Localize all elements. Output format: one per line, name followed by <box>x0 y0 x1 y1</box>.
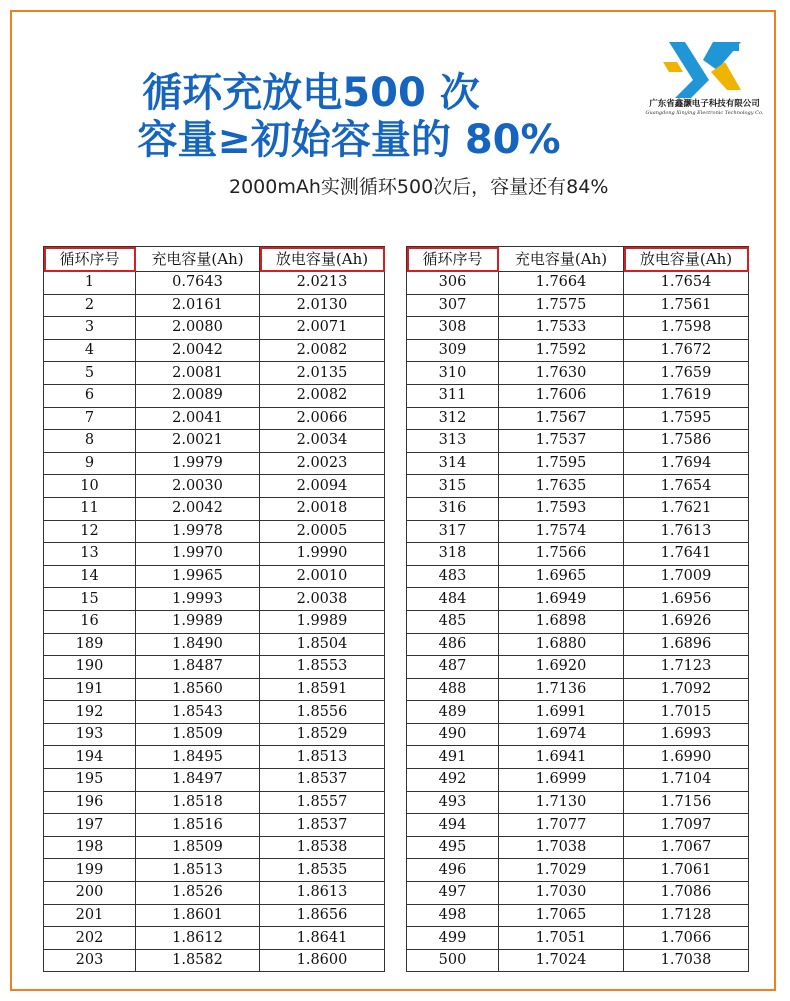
discharge-capacity-cell: 1.7015 <box>624 701 749 724</box>
table-row <box>44 904 385 927</box>
charge-capacity-cell: 1.9978 <box>136 520 260 543</box>
header-discharge-capacity: 放电容量(Ah) <box>624 247 749 272</box>
cycle-number-cell: 16 <box>44 610 136 633</box>
cycle-number-cell: 483 <box>407 565 499 588</box>
table-row <box>44 656 385 679</box>
company-name: 广东省鑫灏电子科技有限公司 <box>649 99 760 109</box>
charge-capacity-cell: 1.7038 <box>499 836 624 859</box>
discharge-capacity-cell: 1.8556 <box>260 701 385 724</box>
cycle-number-cell: 485 <box>407 610 499 633</box>
charge-capacity-cell: 1.7593 <box>499 497 624 520</box>
charge-capacity-cell: 1.6880 <box>499 633 624 656</box>
discharge-capacity-cell: 1.7097 <box>624 814 749 837</box>
discharge-capacity-cell: 1.6990 <box>624 746 749 769</box>
discharge-capacity-cell: 1.7619 <box>624 384 749 407</box>
charge-capacity-cell: 1.7595 <box>499 452 624 475</box>
cycle-number-cell: 202 <box>44 927 136 950</box>
discharge-capacity-cell: 1.8600 <box>260 949 385 972</box>
charge-capacity-cell: 1.8526 <box>136 882 260 905</box>
discharge-capacity-cell: 1.7613 <box>624 520 749 543</box>
table-row <box>407 723 749 746</box>
discharge-capacity-cell: 2.0010 <box>260 565 385 588</box>
header-cycle-number: 循环序号 <box>44 247 136 272</box>
discharge-capacity-cell: 1.6896 <box>624 633 749 656</box>
discharge-capacity-cell: 1.7659 <box>624 362 749 385</box>
discharge-capacity-cell: 1.8537 <box>260 814 385 837</box>
cycle-number-cell: 193 <box>44 723 136 746</box>
cycle-number-cell: 306 <box>407 272 499 295</box>
cycle-number-cell: 9 <box>44 452 136 475</box>
discharge-capacity-cell: 2.0023 <box>260 452 385 475</box>
table-header-row <box>407 247 749 272</box>
table-row <box>44 701 385 724</box>
company-name-en: Guangdong Xinying Electronic Technology Co. <box>645 110 764 116</box>
discharge-capacity-cell: 1.8537 <box>260 769 385 792</box>
discharge-capacity-cell: 1.7038 <box>624 949 749 972</box>
discharge-capacity-cell: 1.7009 <box>624 565 749 588</box>
discharge-capacity-cell: 1.7061 <box>624 859 749 882</box>
charge-capacity-cell: 1.6991 <box>499 701 624 724</box>
discharge-capacity-cell: 1.7561 <box>624 294 749 317</box>
cycle-number-cell: 10 <box>44 475 136 498</box>
table-header-row <box>44 247 385 272</box>
charge-capacity-cell: 1.7029 <box>499 859 624 882</box>
charge-capacity-cell: 2.0161 <box>136 294 260 317</box>
table-row <box>44 520 385 543</box>
cycle-number-cell: 497 <box>407 882 499 905</box>
cycle-number-cell: 486 <box>407 633 499 656</box>
table-row <box>44 836 385 859</box>
table-row <box>407 294 749 317</box>
charge-capacity-cell: 1.9989 <box>136 610 260 633</box>
charge-capacity-cell: 2.0030 <box>136 475 260 498</box>
title-line-2: 容量≥初始容量的 80% <box>137 117 561 163</box>
table-row <box>407 588 749 611</box>
table-row <box>44 882 385 905</box>
charge-capacity-cell: 2.0080 <box>136 317 260 340</box>
discharge-capacity-cell: 1.9990 <box>260 543 385 566</box>
table-row <box>407 565 749 588</box>
discharge-capacity-cell: 2.0082 <box>260 384 385 407</box>
table-row <box>407 520 749 543</box>
table-row <box>407 633 749 656</box>
cycle-number-cell: 317 <box>407 520 499 543</box>
header-charge-capacity: 充电容量(Ah) <box>136 247 260 272</box>
discharge-capacity-cell: 1.7641 <box>624 543 749 566</box>
table-row <box>44 475 385 498</box>
charge-capacity-cell: 1.7533 <box>499 317 624 340</box>
discharge-capacity-cell: 1.7672 <box>624 339 749 362</box>
cycle-number-cell: 15 <box>44 588 136 611</box>
cycle-number-cell: 191 <box>44 678 136 701</box>
charge-capacity-cell: 1.9965 <box>136 565 260 588</box>
table-row <box>407 814 749 837</box>
table-row <box>44 362 385 385</box>
cycle-number-cell: 198 <box>44 836 136 859</box>
table-row <box>44 723 385 746</box>
charge-capacity-cell: 1.8513 <box>136 859 260 882</box>
table-row <box>407 339 749 362</box>
discharge-capacity-cell: 1.6993 <box>624 723 749 746</box>
discharge-capacity-cell: 1.8553 <box>260 656 385 679</box>
cycle-number-cell: 484 <box>407 588 499 611</box>
cycle-number-cell: 11 <box>44 497 136 520</box>
cycle-number-cell: 499 <box>407 927 499 950</box>
table-row <box>44 272 385 295</box>
table-row <box>44 497 385 520</box>
cycle-number-cell: 194 <box>44 746 136 769</box>
cycle-number-cell: 494 <box>407 814 499 837</box>
discharge-capacity-cell: 1.6956 <box>624 588 749 611</box>
cycle-table-right <box>406 246 749 972</box>
cycle-number-cell: 500 <box>407 949 499 972</box>
table-row <box>407 475 749 498</box>
discharge-capacity-cell: 1.7066 <box>624 927 749 950</box>
cycle-number-cell: 200 <box>44 882 136 905</box>
charge-capacity-cell: 1.7024 <box>499 949 624 972</box>
table-row <box>407 362 749 385</box>
cycle-number-cell: 311 <box>407 384 499 407</box>
cycle-number-cell: 312 <box>407 407 499 430</box>
table-row <box>44 814 385 837</box>
charge-capacity-cell: 1.7606 <box>499 384 624 407</box>
table-row <box>407 497 749 520</box>
charge-capacity-cell: 1.7574 <box>499 520 624 543</box>
cycle-number-cell: 2 <box>44 294 136 317</box>
table-row <box>44 543 385 566</box>
discharge-capacity-cell: 2.0038 <box>260 588 385 611</box>
discharge-capacity-cell: 1.7086 <box>624 882 749 905</box>
charge-capacity-cell: 1.7575 <box>499 294 624 317</box>
table-row <box>44 430 385 453</box>
table-row <box>407 407 749 430</box>
table-row <box>44 339 385 362</box>
table-row <box>44 294 385 317</box>
discharge-capacity-cell: 1.7694 <box>624 452 749 475</box>
discharge-capacity-cell: 2.0005 <box>260 520 385 543</box>
charge-capacity-cell: 1.7635 <box>499 475 624 498</box>
charge-capacity-cell: 1.8487 <box>136 656 260 679</box>
discharge-capacity-cell: 2.0034 <box>260 430 385 453</box>
discharge-capacity-cell: 1.7654 <box>624 272 749 295</box>
charge-capacity-cell: 1.8509 <box>136 723 260 746</box>
table-row <box>44 610 385 633</box>
discharge-capacity-cell: 1.8538 <box>260 836 385 859</box>
table-row <box>44 317 385 340</box>
discharge-capacity-cell: 1.8535 <box>260 859 385 882</box>
charge-capacity-cell: 1.7030 <box>499 882 624 905</box>
table-row <box>44 791 385 814</box>
discharge-capacity-cell: 1.7595 <box>624 407 749 430</box>
charge-capacity-cell: 1.7077 <box>499 814 624 837</box>
charge-capacity-cell: 1.6898 <box>499 610 624 633</box>
discharge-capacity-cell: 1.8613 <box>260 882 385 905</box>
discharge-capacity-cell: 1.8557 <box>260 791 385 814</box>
discharge-capacity-cell: 2.0094 <box>260 475 385 498</box>
charge-capacity-cell: 1.8509 <box>136 836 260 859</box>
discharge-capacity-cell: 1.7621 <box>624 497 749 520</box>
cycle-number-cell: 314 <box>407 452 499 475</box>
charge-capacity-cell: 1.8495 <box>136 746 260 769</box>
table-row <box>44 384 385 407</box>
cycle-number-cell: 8 <box>44 430 136 453</box>
cycle-number-cell: 308 <box>407 317 499 340</box>
table-row <box>407 949 749 972</box>
table-row <box>407 430 749 453</box>
table-row <box>44 746 385 769</box>
table-row <box>407 317 749 340</box>
cycle-number-cell: 313 <box>407 430 499 453</box>
header-discharge-capacity: 放电容量(Ah) <box>260 247 385 272</box>
charge-capacity-cell: 1.8518 <box>136 791 260 814</box>
table-row <box>44 588 385 611</box>
charge-capacity-cell: 1.8601 <box>136 904 260 927</box>
cycle-number-cell: 6 <box>44 384 136 407</box>
table-row <box>407 543 749 566</box>
cycle-number-cell: 495 <box>407 836 499 859</box>
discharge-capacity-cell: 1.7092 <box>624 678 749 701</box>
charge-capacity-cell: 1.7537 <box>499 430 624 453</box>
cycle-number-cell: 13 <box>44 543 136 566</box>
table-row <box>44 407 385 430</box>
charge-capacity-cell: 1.6941 <box>499 746 624 769</box>
charge-capacity-cell: 0.7643 <box>136 272 260 295</box>
charge-capacity-cell: 1.9993 <box>136 588 260 611</box>
cycle-number-cell: 315 <box>407 475 499 498</box>
cycle-number-cell: 489 <box>407 701 499 724</box>
charge-capacity-cell: 2.0021 <box>136 430 260 453</box>
cycle-number-cell: 309 <box>407 339 499 362</box>
charge-capacity-cell: 1.6974 <box>499 723 624 746</box>
cycle-number-cell: 4 <box>44 339 136 362</box>
table-row <box>407 272 749 295</box>
cycle-number-cell: 196 <box>44 791 136 814</box>
discharge-capacity-cell: 1.7067 <box>624 836 749 859</box>
table-row <box>407 836 749 859</box>
cycle-number-cell: 14 <box>44 565 136 588</box>
discharge-capacity-cell: 2.0213 <box>260 272 385 295</box>
charge-capacity-cell: 1.7567 <box>499 407 624 430</box>
cycle-number-cell: 316 <box>407 497 499 520</box>
cycle-number-cell: 310 <box>407 362 499 385</box>
cycle-number-cell: 307 <box>407 294 499 317</box>
discharge-capacity-cell: 1.8529 <box>260 723 385 746</box>
charge-capacity-cell: 2.0081 <box>136 362 260 385</box>
cycle-number-cell: 192 <box>44 701 136 724</box>
charge-capacity-cell: 1.8490 <box>136 633 260 656</box>
discharge-capacity-cell: 1.7586 <box>624 430 749 453</box>
discharge-capacity-cell: 2.0082 <box>260 339 385 362</box>
charge-capacity-cell: 1.7664 <box>499 272 624 295</box>
discharge-capacity-cell: 2.0135 <box>260 362 385 385</box>
charge-capacity-cell: 1.8582 <box>136 949 260 972</box>
table-row <box>407 882 749 905</box>
table-row <box>407 746 749 769</box>
charge-capacity-cell: 1.8497 <box>136 769 260 792</box>
cycle-number-cell: 318 <box>407 543 499 566</box>
charge-capacity-cell: 1.7630 <box>499 362 624 385</box>
charge-capacity-cell: 1.8612 <box>136 927 260 950</box>
cycle-number-cell: 7 <box>44 407 136 430</box>
charge-capacity-cell: 2.0041 <box>136 407 260 430</box>
table-row <box>407 859 749 882</box>
cycle-number-cell: 195 <box>44 769 136 792</box>
cycle-number-cell: 201 <box>44 904 136 927</box>
table-row <box>407 678 749 701</box>
discharge-capacity-cell: 1.7598 <box>624 317 749 340</box>
cycle-number-cell: 488 <box>407 678 499 701</box>
charge-capacity-cell: 1.7051 <box>499 927 624 950</box>
charge-capacity-cell: 2.0042 <box>136 497 260 520</box>
charge-capacity-cell: 1.6965 <box>499 565 624 588</box>
discharge-capacity-cell: 1.8656 <box>260 904 385 927</box>
discharge-capacity-cell: 1.7104 <box>624 769 749 792</box>
discharge-capacity-cell: 2.0130 <box>260 294 385 317</box>
discharge-capacity-cell: 1.7123 <box>624 656 749 679</box>
charge-capacity-cell: 1.8560 <box>136 678 260 701</box>
charge-capacity-cell: 2.0089 <box>136 384 260 407</box>
title-line-1: 循环充放电500 次 <box>142 70 480 116</box>
cycle-number-cell: 487 <box>407 656 499 679</box>
discharge-capacity-cell: 1.8513 <box>260 746 385 769</box>
discharge-capacity-cell: 1.8504 <box>260 633 385 656</box>
charge-capacity-cell: 1.9979 <box>136 452 260 475</box>
table-row <box>407 610 749 633</box>
charge-capacity-cell: 1.7592 <box>499 339 624 362</box>
charge-capacity-cell: 1.8516 <box>136 814 260 837</box>
cycle-number-cell: 189 <box>44 633 136 656</box>
charge-capacity-cell: 1.8543 <box>136 701 260 724</box>
table-row <box>407 701 749 724</box>
table-row <box>44 927 385 950</box>
discharge-capacity-cell: 1.6926 <box>624 610 749 633</box>
cycle-number-cell: 490 <box>407 723 499 746</box>
cycle-number-cell: 203 <box>44 949 136 972</box>
charge-capacity-cell: 1.6999 <box>499 769 624 792</box>
cycle-number-cell: 498 <box>407 904 499 927</box>
charge-capacity-cell: 1.6920 <box>499 656 624 679</box>
table-row <box>407 927 749 950</box>
table-row <box>44 565 385 588</box>
discharge-capacity-cell: 1.7128 <box>624 904 749 927</box>
discharge-capacity-cell: 2.0066 <box>260 407 385 430</box>
table-row <box>44 452 385 475</box>
cycle-number-cell: 197 <box>44 814 136 837</box>
table-row <box>407 904 749 927</box>
cycle-number-cell: 5 <box>44 362 136 385</box>
discharge-capacity-cell: 1.7156 <box>624 791 749 814</box>
table-row <box>407 769 749 792</box>
cycle-number-cell: 493 <box>407 791 499 814</box>
table-row <box>407 656 749 679</box>
cycle-table-left <box>43 246 385 972</box>
cycle-number-cell: 1 <box>44 272 136 295</box>
charge-capacity-cell: 1.7566 <box>499 543 624 566</box>
header-cycle-number: 循环序号 <box>407 247 499 272</box>
discharge-capacity-cell: 2.0018 <box>260 497 385 520</box>
charge-capacity-cell: 1.6949 <box>499 588 624 611</box>
cycle-number-cell: 491 <box>407 746 499 769</box>
table-row <box>407 791 749 814</box>
discharge-capacity-cell: 1.9989 <box>260 610 385 633</box>
cycle-number-cell: 12 <box>44 520 136 543</box>
table-row <box>44 678 385 701</box>
cycle-number-cell: 3 <box>44 317 136 340</box>
discharge-capacity-cell: 2.0071 <box>260 317 385 340</box>
discharge-capacity-cell: 1.7654 <box>624 475 749 498</box>
table-row <box>44 859 385 882</box>
table-row <box>44 949 385 972</box>
cycle-number-cell: 492 <box>407 769 499 792</box>
cycle-number-cell: 190 <box>44 656 136 679</box>
header-charge-capacity: 充电容量(Ah) <box>499 247 624 272</box>
subtitle: 2000mAh实测循环500次后，容量还有84% <box>229 176 609 198</box>
table-row <box>407 452 749 475</box>
charge-capacity-cell: 2.0042 <box>136 339 260 362</box>
table-row <box>407 384 749 407</box>
table-row <box>44 633 385 656</box>
cycle-number-cell: 496 <box>407 859 499 882</box>
discharge-capacity-cell: 1.8591 <box>260 678 385 701</box>
charge-capacity-cell: 1.7065 <box>499 904 624 927</box>
discharge-capacity-cell: 1.8641 <box>260 927 385 950</box>
charge-capacity-cell: 1.9970 <box>136 543 260 566</box>
table-row <box>44 769 385 792</box>
cycle-number-cell: 199 <box>44 859 136 882</box>
charge-capacity-cell: 1.7136 <box>499 678 624 701</box>
charge-capacity-cell: 1.7130 <box>499 791 624 814</box>
